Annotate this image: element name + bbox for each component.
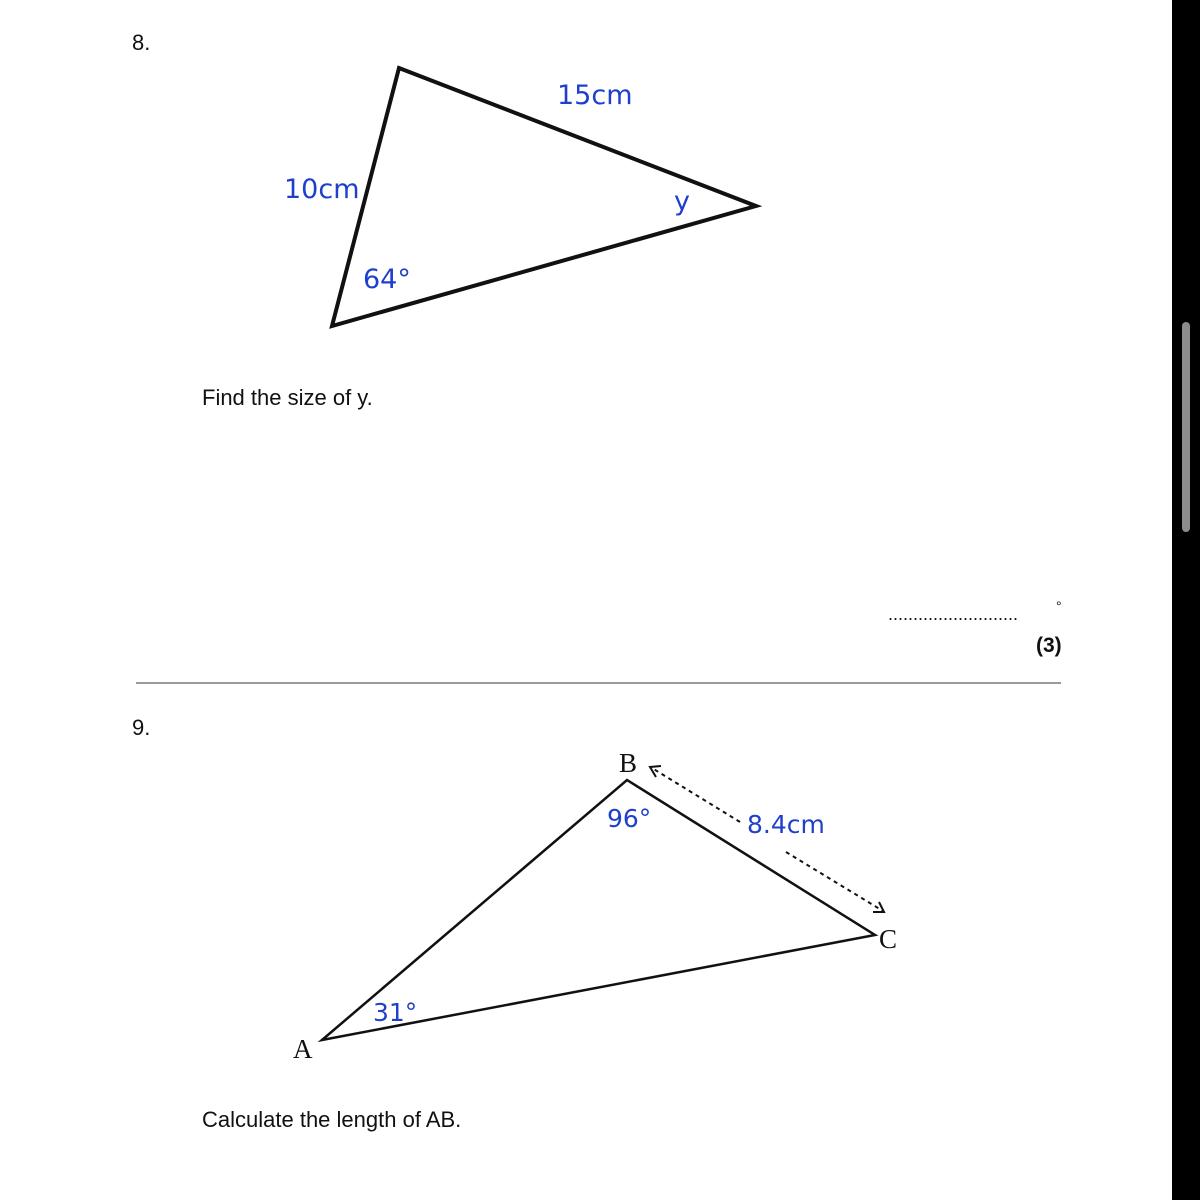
label-side-10cm: 10cm <box>284 174 360 205</box>
dimension-arrow-c <box>786 852 883 911</box>
vertex-label-c: C <box>879 924 898 954</box>
label-angle-y: y <box>674 186 690 217</box>
answer-degree-unit: ° <box>1056 598 1062 614</box>
question-8-number: 8. <box>132 30 151 55</box>
scrollbar-track[interactable] <box>1172 0 1200 1200</box>
question-8-marks: (3) <box>1036 634 1062 657</box>
question-9-number: 9. <box>132 715 151 740</box>
question-9-prompt: Calculate the length of AB. <box>202 1107 462 1132</box>
vertex-label-b: B <box>619 748 638 778</box>
scrollbar-thumb[interactable] <box>1182 322 1190 532</box>
label-angle-31: 31° <box>373 998 418 1027</box>
question-8-prompt: Find the size of y. <box>202 385 373 410</box>
arrowhead-b <box>650 766 661 777</box>
vertex-label-a: A <box>293 1034 313 1064</box>
dimension-arrow-b <box>652 768 740 822</box>
answer-dots: .......................... <box>888 604 1019 624</box>
label-side-15cm: 15cm <box>557 80 633 111</box>
label-angle-96: 96° <box>607 804 652 833</box>
label-side-8-4cm: 8.4cm <box>747 810 825 839</box>
label-angle-64: 64° <box>363 264 411 295</box>
